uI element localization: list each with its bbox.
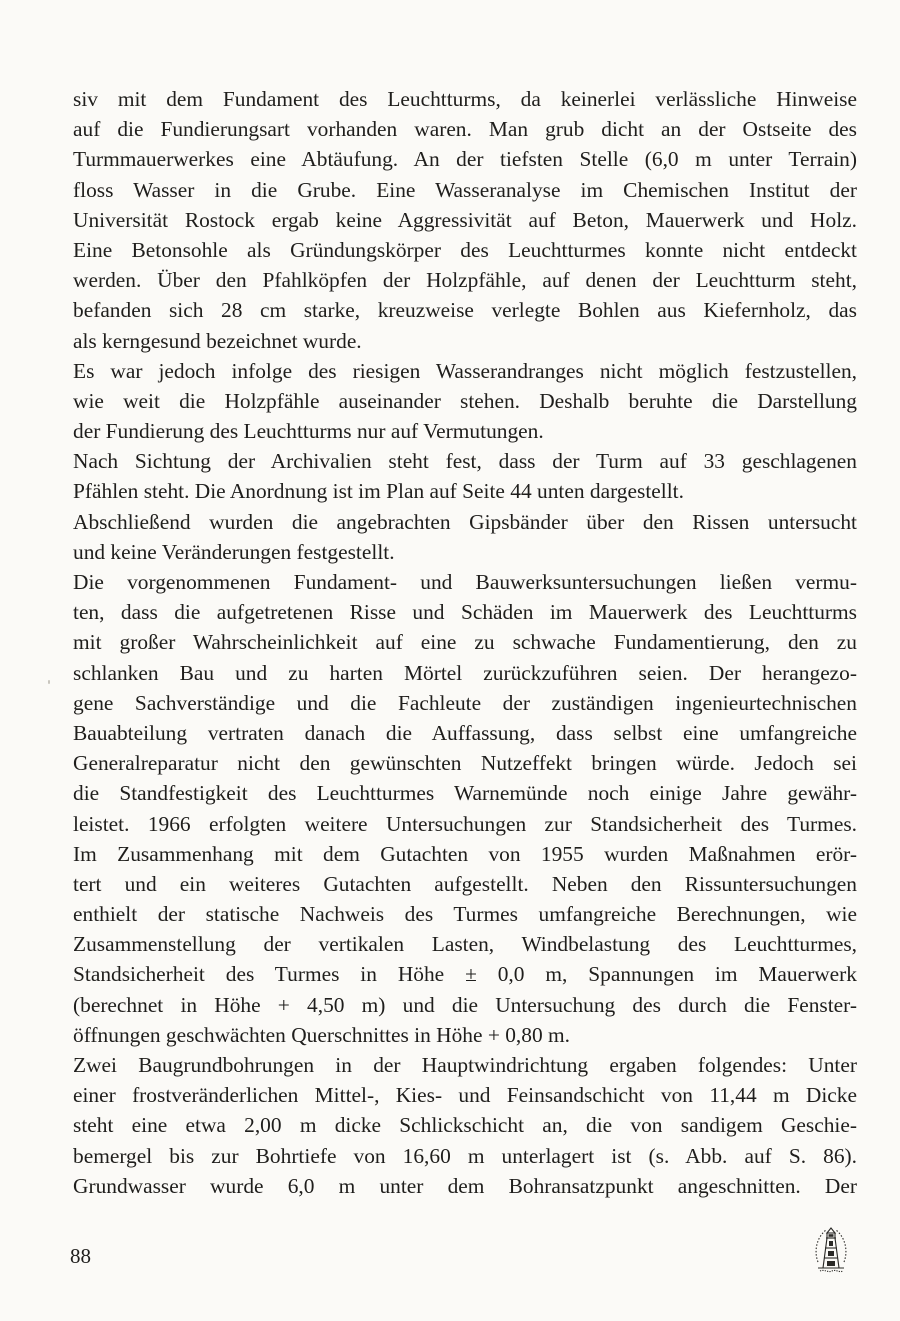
body-text xyxy=(73,84,857,1201)
text-line: siv mit dem Fundament des Leuchtturms, da keinerlei verlässliche Hinweise xyxy=(73,87,857,111)
text-line: ten, dass die aufgetretenen Risse und Schäden im Mauerwerk des Leuchtturms xyxy=(73,600,857,625)
text-line: Grundwasser wurde 6,0 m unter dem Bohransatzpunkt angeschnitten. Der xyxy=(73,1173,857,1198)
text-line: Pfählen steht. Die Anordnung ist im Plan auf Seite 44 unten dargestellt. xyxy=(73,479,684,504)
text-line: befanden sich 28 cm starke, kreuzweise verlegte Bohlen aus Kiefernholz, das xyxy=(73,298,857,323)
text-line: und keine Veränderungen festgestellt. xyxy=(73,539,395,564)
text-line: tert und ein weiteres Gutachten aufgestellt. Neben den Rissuntersuchungen xyxy=(73,871,857,896)
text-line: der Fundierung des Leuchtturms nur auf Vermutungen. xyxy=(73,419,544,444)
text-line: Nach Sichtung der Archivalien steht fest, dass der Turm auf 33 geschlagenen xyxy=(73,449,857,474)
text-line: einer frostveränderlichen Mittel-, Kies- und Feinsandschicht von 11,44 m Dicke xyxy=(73,1083,857,1108)
text-line: die Standfestigkeit des Leuchtturmes Warnemünde noch einige Jahre gewähr- xyxy=(73,781,857,806)
text-line: Universität Rostock ergab keine Aggressivität auf Beton, Mauerwerk und Holz. xyxy=(73,207,857,232)
text-line: Es war jedoch infolge des riesigen Wasserandranges nicht möglich festzustellen, xyxy=(73,358,857,383)
page-number: 88 xyxy=(70,1244,91,1268)
text-line: schlanken Bau und zu harten Mörtel zurückzuführen seien. Der herangezo- xyxy=(73,660,857,685)
lighthouse-emblem-icon xyxy=(808,1222,854,1278)
text-line: Bauabteilung vertraten danach die Auffassung, dass selbst eine umfangreiche xyxy=(73,720,857,745)
text-line: wie weit die Holzpfähle auseinander stehen. Deshalb beruhte die Darstellung xyxy=(73,388,857,413)
text-line: bemergel bis zur Bohrtiefe von 16,60 m unterlagert ist (s. Abb. auf S. 86). xyxy=(73,1143,857,1168)
paper-speck xyxy=(48,680,50,684)
text-line: als kerngesund bezeichnet wurde. xyxy=(73,328,362,353)
text-line: leistet. 1966 erfolgten weitere Untersuchungen zur Standsicherheit des Turmes. xyxy=(73,811,857,836)
text-line: Zusammenstellung der vertikalen Lasten, Windbelastung des Leuchtturmes, xyxy=(73,932,857,957)
text-line: Standsicherheit des Turmes in Höhe ± 0,0 m, Spannungen im Mauerwerk xyxy=(73,962,857,987)
text-line: Die vorgenommenen Fundament- und Bauwerksuntersuchungen ließen vermu- xyxy=(73,570,857,594)
text-line: (berechnet in Höhe + 4,50 m) und die Untersuchung des durch die Fenster- xyxy=(73,992,857,1017)
text-line: Im Zusammenhang mit dem Gutachten von 1955 wurden Maßnahmen erör- xyxy=(73,841,857,866)
text-line: floss Wasser in die Grube. Eine Wasseranalyse im Chemischen Institut der xyxy=(73,177,857,202)
text-line: gene Sachverständige und die Fachleute der zuständigen ingenieurtechnischen xyxy=(73,690,857,715)
text-line: enthielt der statische Nachweis des Turmes umfangreiche Berechnungen, wie xyxy=(73,902,857,927)
text-line: Zwei Baugrundbohrungen in der Hauptwindrichtung ergaben folgendes: Unter xyxy=(73,1053,857,1077)
text-line: auf die Fundierungsart vorhanden waren. Man grub dicht an der Ostseite des xyxy=(73,117,857,142)
text-line: werden. Über den Pfahlköpfen der Holzpfähle, auf denen der Leuchtturm steht, xyxy=(73,268,857,293)
text-line: Abschließend wurden die angebrachten Gipsbänder über den Rissen untersucht xyxy=(73,509,857,534)
text-line: öffnungen geschwächten Querschnittes in Höhe + 0,80 m. xyxy=(73,1022,570,1047)
text-line: Generalreparatur nicht den gewünschten Nutzeffekt bringen würde. Jedoch sei xyxy=(73,751,857,776)
text-line: Eine Betonsohle als Gründungskörper des Leuchtturmes konnte nicht entdeckt xyxy=(73,237,857,262)
text-line: Turmmauerwerkes eine Abtäufung. An der tiefsten Stelle (6,0 m unter Terrain) xyxy=(73,147,857,172)
text-line: steht eine etwa 2,00 m dicke Schlickschicht an, die von sandigem Geschie- xyxy=(73,1113,857,1138)
text-line: mit großer Wahrscheinlichkeit auf eine zu schwache Fundamentierung, den zu xyxy=(73,630,857,655)
